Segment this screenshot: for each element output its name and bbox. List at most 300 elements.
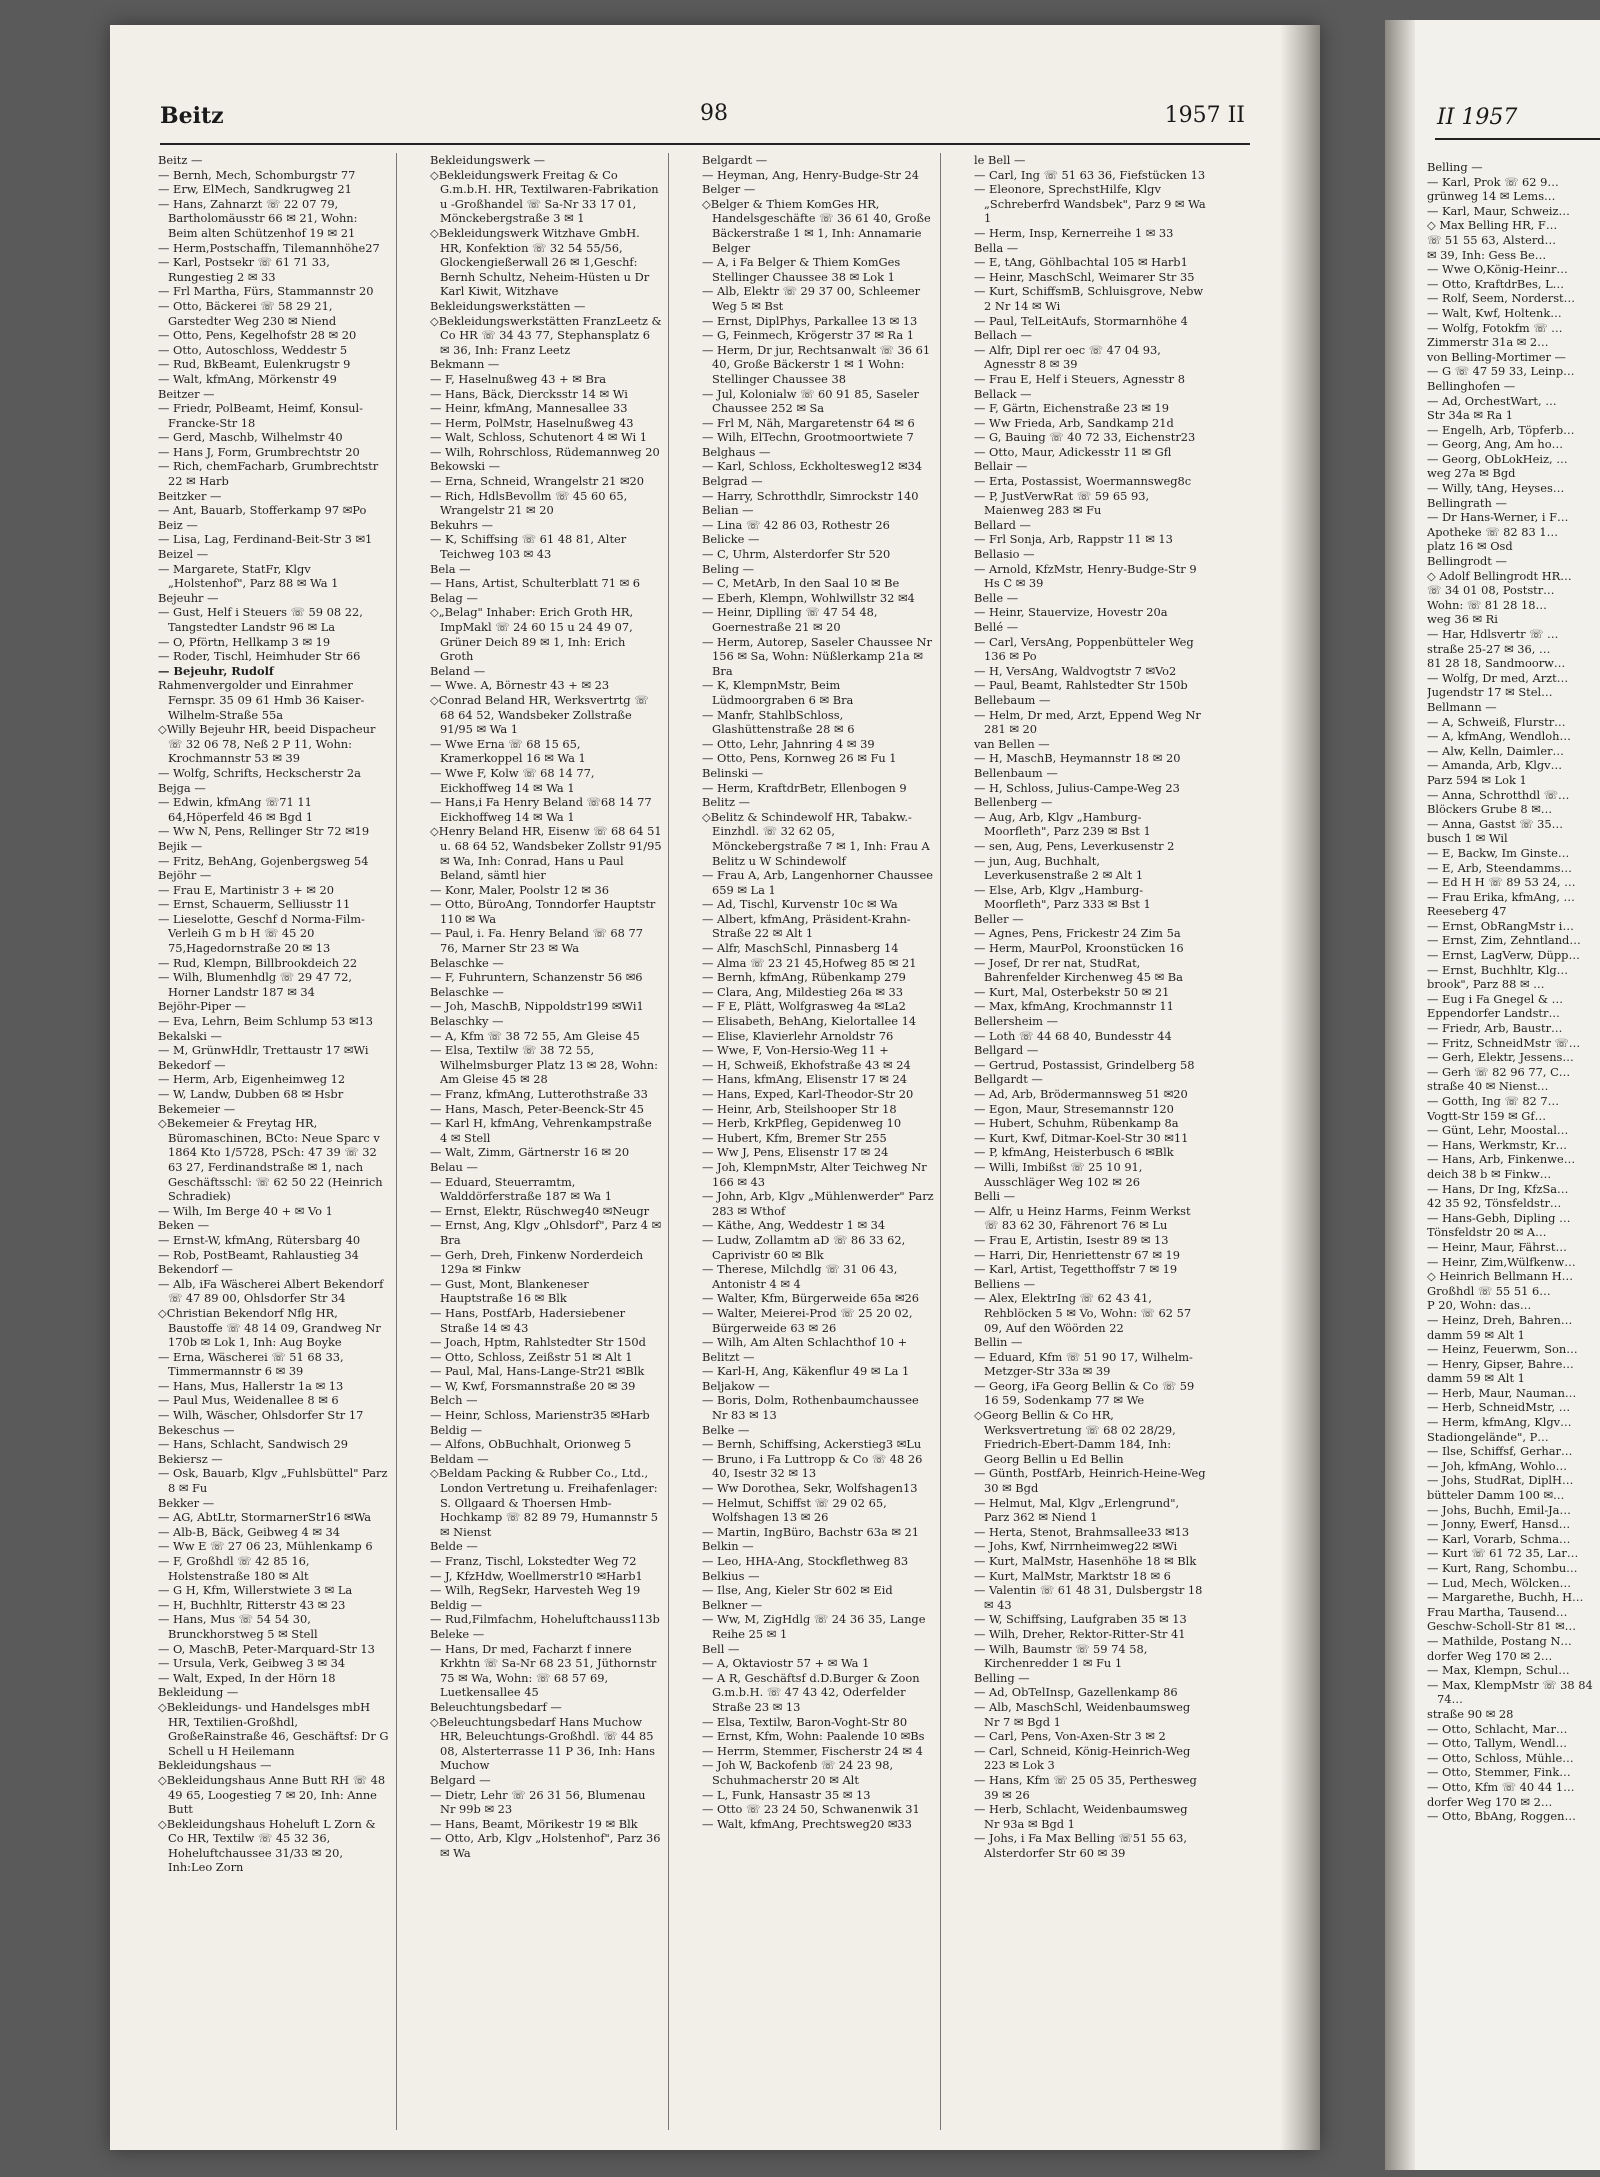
next-page-entry: — Otto, Stemmer, Fink…: [1427, 1765, 1571, 1780]
next-page-entry: Frau Martha, Tausend…: [1427, 1604, 1568, 1619]
directory-entry: — Carl, Pens, Von-Axen-Str 3 ✉ 2: [974, 1729, 1166, 1744]
next-page-entry: — Heinz, Dreh, Bahren…: [1427, 1312, 1573, 1327]
next-page-entry: — Willy, tAng, Heyses…: [1427, 481, 1565, 496]
directory-entry: — E, tAng, Göhlbachtal 105 ✉ Harb1: [974, 255, 1188, 270]
next-page-entry: straße 90 ✉ 28: [1427, 1706, 1514, 1721]
next-page-entry: Geschw-Scholl-Str 81 ✉…: [1427, 1619, 1577, 1634]
directory-entry: — Alma ☏ 23 21 45,Hofweg 85 ✉ 21: [702, 955, 917, 970]
directory-entry: — Ludw, Zollamtm aD ☏ 86 33 62, Caprivistr 60 ✉ Blk: [702, 1232, 906, 1262]
directory-entry: — J, KfzHdw, Woellmerstr10 ✉Harb1: [430, 1568, 643, 1583]
directory-entry: Beitzer —: [158, 386, 215, 401]
next-page-entry: busch 1 ✉ Wil: [1427, 831, 1508, 846]
directory-entry: — F, Fuhruntern, Schanzenstr 56 ✉6: [430, 970, 643, 985]
directory-entry: — Dietr, Lehr ☏ 26 31 56, Blumenau Nr 99b ✉ 23: [430, 1787, 646, 1817]
column-2: [430, 153, 669, 2130]
directory-entry: — Leo, HHA-Ang, Stockflethweg 83: [702, 1554, 909, 1568]
next-page-entry: Wohn: ☏ 81 28 18…: [1427, 597, 1547, 612]
directory-entry: Belghaus —: [702, 444, 771, 459]
directory-entry: — Bernh, Mech, Schomburgstr 77: [158, 167, 356, 182]
directory-entry: Beljakow —: [702, 1378, 770, 1393]
directory-entry: — Franz, kfmAng, Lutterothstraße 33: [430, 1087, 648, 1101]
directory-entry: — Georg, iFa Georg Bellin & Co ☏ 59 16 59, Sodenkamp 77 ✉ We: [974, 1378, 1195, 1408]
directory-entry: — Wilh, ElTechn, Grootmoortwiete 7: [702, 430, 914, 445]
directory-entry: — Walt, kfmAng, Prechtsweg20 ✉33: [702, 1816, 912, 1831]
next-page-entry: Jugendstr 17 ✉ Stel…: [1427, 685, 1553, 700]
directory-entry: — Ww Frieda, Arb, Sandkamp 21d: [974, 415, 1174, 430]
directory-entry: — Hans J, Form, Grumbrechtstr 20: [158, 444, 360, 459]
directory-entry: — Willi, Imbißst ☏ 25 10 91, Ausschläger Weg 102 ✉ 26: [974, 1159, 1143, 1189]
directory-entry: — Rud, BkBeamt, Eulenkrugstr 9: [158, 357, 351, 372]
directory-entry: — Friedr, PolBeamt, Heimf, Konsul-Francke-Str 18: [158, 401, 363, 430]
directory-entry: — Ursula, Verk, Geibweg 3 ✉ 34: [158, 1656, 346, 1671]
directory-entry: ◇ Bekleidungs- und Handelsges mbH HR, Textilien-Großhdl, GroßeRainstraße 46, Geschäftsf: Dr G Schell u H Heilemann: [158, 1700, 390, 1758]
directory-entry: Bekleidung —: [158, 1685, 239, 1700]
directory-entry: — Ww J, Pens, Elisenstr 17 ✉ 24: [702, 1145, 889, 1160]
next-page-entry: Bellingrath —: [1427, 495, 1507, 510]
next-page-entry: ◇ Heinrich Bellmann H…: [1427, 1269, 1574, 1284]
directory-entry: — Arnold, KfzMstr, Henry-Budge-Str 9 Hs C ✉ 39: [974, 561, 1197, 591]
directory-entry: — K, KlempnMstr, Beim Lüdmoorgraben 6 ✉ Bra: [702, 678, 854, 707]
directory-entry: — Carl, VersAng, Poppenbütteler Weg 136 ✉ Po: [974, 634, 1194, 664]
directory-entry: — F, Gärtn, Eichenstraße 23 ✉ 19: [974, 401, 1170, 416]
directory-entry: — A R, Geschäftsf d.D.Burger & Zoon G.m.b.H. ☏ 47 43 42, Oderfelder Straße 23 ✉ 13: [702, 1670, 920, 1714]
directory-entry: — Fritz, BehAng, Gojenbergsweg 54: [158, 853, 369, 868]
directory-entry: Belag —: [430, 590, 478, 605]
directory-entry: Belau —: [430, 1159, 478, 1174]
directory-entry: — L, Funk, Hansastr 35 ✉ 13: [702, 1787, 871, 1802]
directory-entry: — Kurt, MalMstr, Hasenhöhe 18 ✉ Blk: [974, 1554, 1197, 1568]
directory-entry: Bellé —: [974, 620, 1019, 634]
next-page-entry: — Heinr, Maur, Fährst…: [1427, 1239, 1567, 1254]
next-page-entry: 42 35 92, Tönsfeldstr…: [1427, 1196, 1562, 1211]
directory-entry: — H, Schweiß, Ekhofstraße 43 ✉ 24: [702, 1057, 911, 1072]
next-page-entry: — Margarethe, Buchh, H…: [1427, 1590, 1584, 1605]
directory-entry: Bellach —: [974, 328, 1032, 343]
directory-entry: Bellebaum —: [974, 692, 1051, 707]
directory-entry: ◇ Beldam Packing & Rubber Co., Ltd., London Vertretung u. Freihafenlager: S. Ollgaard & Thoersen Hmb-Hochkamp ☏ 82 89 79, Humannstr 5 ✉ Nienst: [430, 1466, 662, 1539]
directory-entry: Bellack —: [974, 386, 1032, 401]
directory-entry: — Frau E, Helf i Steuers, Agnesstr 8: [974, 371, 1185, 386]
next-page-entry: — Friedr, Arb, Baustr…: [1427, 1021, 1563, 1036]
directory-entry: — Wolfg, Schrifts, Heckscherstr 2a: [158, 765, 361, 780]
directory-entry: Bell —: [702, 1641, 740, 1656]
next-page-entry: bütteler Damm 100 ✉…: [1427, 1488, 1565, 1503]
next-page-entry: — Ernst, ObRangMstr i…: [1427, 918, 1574, 933]
directory-entry: — Alex, ElektrIng ☏ 62 43 41, Rehblöcken 5 ✉ Vo, Wohn: ☏ 62 57 09, Auf den Wöörden 22: [974, 1291, 1192, 1335]
next-page-entry: — Georg, ObLokHeiz, …: [1427, 451, 1568, 466]
directory-entry: — Ernst, Ang, Klgv „Ohlsdorf", Parz 4 ✉ Bra: [430, 1218, 662, 1247]
directory-entry: — Bruno, i Fa Luttropp & Co ☏ 48 26 40, Isestr 32 ✉ 13: [702, 1451, 923, 1481]
directory-entry: — Paul, Beamt, Rahlstedter Str 150b: [974, 678, 1188, 693]
directory-entry: — Otto, Lehr, Jahnring 4 ✉ 39: [702, 736, 875, 751]
next-page-entry: — Henry, Gipser, Bahre…: [1427, 1356, 1574, 1371]
directory-entry: — Hans, Kfm ☏ 25 05 35, Perthesweg 39 ✉ 26: [974, 1772, 1197, 1802]
directory-entry: — Ernst, Elektr, Rüschweg40 ✉Neugr: [430, 1203, 650, 1218]
next-page-rule: [1435, 138, 1600, 140]
directory-entry: Beitz —: [158, 153, 203, 167]
next-page-entry: — Lud, Mech, Wölcken…: [1427, 1575, 1571, 1590]
directory-entry: — Paul, TelLeitAufs, Stormarnhöhe 4: [974, 313, 1188, 328]
directory-entry: Belicke —: [702, 532, 760, 547]
directory-entry: — Eva, Lehrn, Beim Schlump 53 ✉13: [158, 1014, 373, 1029]
next-page-entry: — Otto, BbAng, Roggen…: [1427, 1809, 1576, 1824]
directory-entry: — Hans, PostfArb, Hadersiebener Straße 14 ✉ 43: [430, 1305, 626, 1335]
directory-entry: Belaschke —: [430, 984, 504, 999]
directory-entry: Belgardt —: [702, 153, 768, 167]
directory-entry: — A, Oktaviostr 57 + ✉ Wa 1: [702, 1656, 870, 1671]
directory-entry: Bellgard —: [974, 1043, 1039, 1058]
directory-entry: — Herm, MaurPol, Kroonstücken 16: [974, 941, 1184, 956]
next-page-entry: P 20, Wohn: das…: [1427, 1298, 1532, 1313]
directory-entry: — Walt, Zimm, Gärtnerstr 16 ✉ 20: [430, 1145, 630, 1160]
directory-entry: — Eduard, Steuerramtm, Walddörferstraße 187 ✉ Wa 1: [430, 1174, 612, 1204]
directory-entry: — Eduard, Kfm ☏ 51 90 17, Wilhelm-Metzger-Str 33a ✉ 39: [974, 1349, 1193, 1379]
directory-entry: Belli —: [974, 1189, 1016, 1204]
directory-entry: Bekalski —: [158, 1028, 222, 1043]
directory-entry: ◇ Bekleidungshaus Hoheluft L Zorn & Co HR, Textilw ☏ 45 32 36, Hoheluftchaussee 31/33 ✉ 20, Inh:Leo Zorn: [158, 1817, 390, 1875]
directory-entry: — Frau E, Martinistr 3 + ✉ 20: [158, 882, 334, 897]
page-number: 98: [700, 101, 728, 126]
next-page-entry: ✉ 39, Inh: Gess Be…: [1427, 247, 1547, 262]
directory-entry: — Valentin ☏ 61 48 31, Dulsbergstr 18 ✉ 43: [974, 1583, 1203, 1612]
directory-entry: — Roder, Tischl, Heimhuder Str 66: [158, 649, 361, 664]
next-page-entry: — A, Schweiß, Flurstr…: [1427, 714, 1566, 729]
directory-entry: Bejeuhr —: [158, 590, 219, 605]
next-page-entry: 81 28 18, Sandmoorw…: [1427, 656, 1566, 671]
directory-entry: — Harry, Schrotthdlr, Simrockstr 140: [702, 488, 919, 503]
next-page-entry: ◇ Adolf Bellingrodt HR…: [1427, 568, 1572, 583]
next-page-entry: — Karl, Vorarb, Schma…: [1427, 1531, 1571, 1546]
directory-entry: — Ant, Bauarb, Stofferkamp 97 ✉Po: [158, 503, 367, 518]
next-page-entry: — Otto, Kfm ☏ 40 44 1…: [1427, 1779, 1575, 1794]
next-page-entry: — Otto, Tallym, Wendl…: [1427, 1736, 1568, 1751]
directory-entry: Bejöhr —: [158, 868, 212, 883]
directory-entry: — Jul, Kolonialw ☏ 60 91 85, Saseler Chaussee 252 ✉ Sa: [702, 386, 919, 416]
next-page-entry: platz 16 ✉ Osd: [1427, 539, 1513, 554]
directory-entry: — Boris, Dolm, Rothenbaumchaussee Nr 83 ✉ 13: [702, 1393, 919, 1423]
directory-entry: — Bernh, kfmAng, Rübenkamp 279: [702, 970, 906, 985]
directory-entry: — Herm, Dr jur, Rechtsanwalt ☏ 36 61 40, Große Bäckerstr 1 ✉ 1 Wohn: Stellinger Chaussee 38: [702, 342, 931, 386]
next-page-entry: damm 59 ✉ Alt 1: [1427, 1327, 1525, 1342]
directory-entry: — Wwe F, Kolw ☏ 68 14 77, Eickhoffweg 14 ✉ Wa 1: [430, 765, 595, 795]
next-page-entry: — Herb, Maur, Nauman…: [1427, 1385, 1577, 1400]
directory-entry: — C, Uhrm, Alsterdorfer Str 520: [702, 547, 891, 562]
directory-entry: Bellard —: [974, 517, 1031, 532]
directory-entry: — Walter, Kfm, Bürgerweide 65a ✉26: [702, 1291, 920, 1306]
directory-entry: — Helmut, Schiffst ☏ 29 02 65, Wolfshagen 13 ✉ 26: [702, 1495, 887, 1525]
directory-entry: — M, GrünwHdlr, Trettaustr 17 ✉Wi: [158, 1043, 369, 1058]
directory-entry: Beldig —: [430, 1597, 482, 1612]
directory-entry: Bekuhrs —: [430, 517, 493, 532]
directory-entry: — Hans, Masch, Peter-Beenck-Str 45: [430, 1101, 644, 1116]
directory-entry: — Otto, Pens, Kegelhofstr 28 ✉ 20: [158, 328, 357, 343]
directory-entry: — G H, Kfm, Willerstwiete 3 ✉ La: [158, 1583, 353, 1598]
next-page-entry: — Gerh ☏ 82 96 77, C…: [1427, 1064, 1571, 1079]
directory-entry: — Hubert, Schuhm, Rübenkamp 8a: [974, 1116, 1179, 1131]
directory-entry: — Osk, Bauarb, Klgv „Fuhlsbüttel" Parz 8 ✉ Fu: [158, 1466, 388, 1496]
next-page-entry: ☏ 34 01 08, Poststr…: [1427, 583, 1555, 598]
directory-entry: — Otto, Autoschloss, Weddestr 5: [158, 342, 348, 357]
directory-entry: — Gerd, Maschb, Wilhelmstr 40: [158, 430, 343, 445]
directory-entry: — Ernst, Kfm, Wohn: Paalende 10 ✉Bs: [702, 1729, 925, 1744]
directory-entry: — P, kfmAng, Heisterbusch 6 ✉Blk: [974, 1145, 1174, 1160]
directory-entry: Bekleidungswerk —: [430, 153, 545, 167]
directory-entry: Belde —: [430, 1539, 478, 1554]
directory-entry: — Hans,i Fa Henry Beland ☏68 14 77 Eickhoffweg 14 ✉ Wa 1: [430, 795, 652, 824]
directory-entry: — Herb, KrkPfleg, Gepidenweg 10: [702, 1116, 902, 1131]
directory-entry: ◇ Bekleidungswerk Freitag & Co G.m.b.H. HR, Textilwaren-Fabrikation u -Großhandel ☏ Sa-Nr 33 17 01, Mönckebergstraße 3 ✉ 1: [430, 168, 662, 226]
directory-entry: — W, Schiffsing, Laufgraben 35 ✉ 13: [974, 1612, 1187, 1627]
next-page-entry: — Kurt, Rang, Schombu…: [1427, 1561, 1578, 1575]
next-page-entry: Belling —: [1427, 160, 1483, 174]
next-page-entry: — Herb, SchneidMstr, …: [1427, 1400, 1571, 1415]
directory-entry: — Ilse, Ang, Kieler Str 602 ✉ Eid: [702, 1583, 893, 1598]
next-page-entry: — A, kfmAng, Wendloh…: [1427, 729, 1571, 744]
directory-entry: Beleke —: [430, 1626, 485, 1641]
next-page-entry: deich 38 b ✉ Finkw…: [1427, 1166, 1552, 1181]
page-header: [110, 103, 1320, 143]
directory-entry: — John, Arb, Klgv „Mühlenwerder" Parz 283 ✉ Wthof: [702, 1189, 934, 1218]
directory-entry: — Alfr, u Heinz Harms, Feinm Werkst ☏ 83 62 30, Fährenort 76 ✉ Lu: [974, 1203, 1191, 1233]
header-year: 1957 II: [1164, 103, 1245, 128]
directory-entry: — Rob, PostBeamt, Rahlaustieg 34: [158, 1247, 359, 1262]
directory-entry: — Else, Arb, Klgv „Hamburg-Moorfleth", Parz 333 ✉ Bst 1: [974, 882, 1151, 912]
directory-entry: — Karl H, kfmAng, Vehrenkampstraße 4 ✉ Stell: [430, 1116, 652, 1145]
directory-entry: — F, Haselnußweg 43 + ✉ Bra: [430, 371, 607, 386]
directory-entry: — Carl, Ing ☏ 51 63 36, Fiefstücken 13: [974, 167, 1206, 182]
directory-entry: — Günth, PostfArb, Heinrich-Heine-Weg 30 ✉ Bgd: [974, 1466, 1206, 1496]
directory-entry: — Walter, Meierei-Prod ☏ 25 20 02, Bürgerweide 63 ✉ 26: [702, 1305, 913, 1335]
directory-entry: Belkin —: [702, 1539, 754, 1554]
next-page-entry: — Max, Klempn, Schul…: [1427, 1663, 1570, 1678]
next-page-entry: Bellmann —: [1427, 699, 1497, 714]
directory-entry: — Wilh, Wäscher, Ohlsdorfer Str 17: [158, 1408, 364, 1423]
next-page-entry: — Ernst, LagVerw, Düpp…: [1427, 948, 1580, 963]
next-page-entry: — Fritz, SchneidMstr ☏…: [1427, 1035, 1581, 1050]
directory-page: [110, 25, 1320, 2150]
directory-entry: — C, MetArb, In den Saal 10 ✉ Be: [702, 576, 900, 591]
directory-entry: — Heinr, Stauervize, Hovestr 20a: [974, 605, 1168, 620]
directory-entry: ◇ Belger & Thiem KomGes HR, Handelsgeschäfte ☏ 36 61 40, Große Bäckerstraße 1 ✉ 1, Inh: Annamarie Belger: [702, 197, 934, 255]
directory-entry: — Agnes, Pens, Frickestr 24 Zim 5a: [974, 926, 1181, 941]
next-page-entry: — Gotth, Ing ☏ 82 7…: [1427, 1094, 1560, 1108]
directory-entry: Bellgardt —: [974, 1072, 1043, 1087]
directory-entry: — Ad, Tischl, Kurvenstr 10c ✉ Wa: [702, 897, 898, 912]
next-page-entry: — Kurt ☏ 61 72 35, Lar…: [1427, 1546, 1579, 1561]
directory-entry: — Kurt, MalMstr, Marktstr 18 ✉ 6: [974, 1568, 1171, 1583]
directory-entry: Bella —: [974, 240, 1019, 255]
next-page-entry: — Wolfg, Dr med, Arzt…: [1427, 670, 1569, 685]
directory-entry: Belitzt —: [702, 1349, 755, 1364]
directory-entry: Rahmenvergolder und Einrahmer Fernspr. 35 09 61 Hmb 36 Kaiser-Wilhelm-Straße 55a: [158, 678, 365, 722]
column-3: [702, 153, 941, 2130]
next-page-entry: — Hans, Dr Ing, KfzSa…: [1427, 1181, 1569, 1196]
directory-entry: — Ad, ObTelInsp, Gazellenkamp 86: [974, 1685, 1178, 1700]
directory-entry: Bekleidungshaus —: [158, 1758, 272, 1773]
directory-entry: ◇ Bekleidungswerk Witzhave GmbH. HR, Konfektion ☏ 32 54 55/56, Glockengießerwall 26 ✉ 1,Geschf: Bernh Schultz, Neheim-Hüsten u Dr Karl Kiwit, Witzhave: [430, 226, 662, 299]
directory-entry: Bejga —: [158, 780, 206, 795]
directory-entry: — Hans, Bäck, Diercksstr 14 ✉ Wi: [430, 386, 628, 401]
directory-entry: Bela —: [430, 561, 471, 576]
directory-entry: Belitz —: [702, 795, 750, 810]
next-page-entry: — G ☏ 47 59 33, Leinp…: [1427, 364, 1575, 379]
directory-entry: — Manfr, StahlbSchloss, Glashüttenstraße 28 ✉ 6: [702, 707, 855, 737]
directory-entry: — K, Schiffsing ☏ 61 48 81, Alter Teichweg 103 ✉ 43: [430, 532, 627, 562]
next-page-entry: weg 36 ✉ Ri: [1427, 612, 1498, 627]
directory-entry: — H, Buchhltr, Ritterstr 43 ✉ 23: [158, 1597, 346, 1612]
directory-entry: — Hans, Zahnarzt ☏ 22 07 79, Bartholomäusstr 66 ✉ 21, Wohn: Beim alten Schützenhof 19 ✉ 21: [158, 196, 358, 240]
directory-entry: ◇ Christian Bekendorf Nflg HR, Baustoffe ☏ 48 14 09, Grandweg Nr 170b ✉ Lok 1, Inh: Aug Boyke: [158, 1306, 390, 1350]
directory-entry: — F, Großhdl ☏ 42 85 16, Holstenstraße 180 ✉ Alt: [158, 1554, 310, 1583]
directory-entry: — Elisabeth, BehAng, Kielortallee 14: [702, 1014, 917, 1029]
next-page-entry: — Ernst, Zim, Zehntland…: [1427, 933, 1581, 948]
directory-entry: — Heinr, kfmAng, Mannesallee 33: [430, 401, 628, 416]
directory-entry: ◇ Willy Bejeuhr HR, beeid Dispacheur ☏ 32 06 78, Neß 2 P 11, Wohn: Krochmannstr 53 ✉ 39: [158, 722, 390, 766]
directory-entry: — Heinr, MaschSchl, Weimarer Str 35: [974, 269, 1195, 284]
directory-entry: — Hans, Artist, Schulterblatt 71 ✉ 6: [430, 576, 641, 591]
next-page-entry: — Engelh, Arb, Töpferb…: [1427, 422, 1575, 437]
directory-entry: — Bejeuhr, Rudolf: [158, 663, 274, 678]
next-page-entry: — Har, Hdlsvertr ☏ …: [1427, 627, 1559, 641]
directory-entry: — Frl Sonja, Arb, Rappstr 11 ✉ 13: [974, 532, 1173, 547]
directory-entry: — Walt, Schloss, Schutenort 4 ✉ Wi 1: [430, 430, 647, 445]
next-page-entry: — Karl, Prok ☏ 62 9…: [1427, 174, 1559, 189]
next-page-entry: — Georg, Ang, Am ho…: [1427, 437, 1564, 452]
directory-entry: — Eberh, Klempn, Wohlwillstr 32 ✉4: [702, 590, 915, 605]
directory-entry: — Eleonore, SprechstHilfe, Klgv „Schreberfrd Wandsbek", Parz 9 ✉ Wa 1: [974, 182, 1206, 226]
directory-entry: — Frl M, Näh, Margaretenstr 64 ✉ 6: [702, 415, 915, 430]
directory-entry: — Johs, i Fa Max Belling ☏51 55 63, Alsterdorfer Str 60 ✉ 39: [974, 1831, 1188, 1860]
directory-entry: — Ernst, DiplPhys, Parkallee 13 ✉ 13: [702, 313, 918, 328]
header-rule: [160, 143, 1250, 145]
next-page-entry: — Ed H H ☏ 89 53 24, …: [1427, 875, 1576, 890]
directory-entry: — Herrm, Stemmer, Fischerstr 24 ✉ 4: [702, 1743, 923, 1758]
directory-entry: — Kurt, SchiffsmB, Schluisgrove, Nebw 2 Nr 14 ✉ Wi: [974, 284, 1204, 313]
directory-entry: ◇ Bekleidungshaus Anne Butt RH ☏ 48 49 65, Loogestieg 7 ✉ 20, Inh: Anne Butt: [158, 1773, 390, 1817]
directory-entry: — Walt, Exped, In der Hörn 18: [158, 1670, 336, 1685]
directory-entry: — Wwe Erna ☏ 68 15 65, Kramerkoppel 16 ✉ Wa 1: [430, 736, 586, 766]
directory-entry: Belian —: [702, 503, 754, 518]
directory-entry: — Franz, Tischl, Lokstedter Weg 72: [430, 1554, 637, 1568]
next-page-entry: — Otto, KraftdrBes, L…: [1427, 276, 1565, 291]
next-page-entry: — Eug i Fa Gnegel & …: [1427, 991, 1564, 1006]
directory-entry: — Wwe, F, Von-Hersio-Weg 11 +: [702, 1043, 889, 1058]
directory-entry: Bejöhr-Piper —: [158, 999, 246, 1014]
next-page-entry: — Amanda, Arb, Klgv…: [1427, 758, 1562, 773]
directory-entry: Bekowski —: [430, 459, 501, 474]
directory-entry: — Hans, Beamt, Mörikestr 19 ✉ Blk: [430, 1816, 638, 1831]
directory-entry: Bekedorf —: [158, 1057, 226, 1072]
directory-entry: — Konr, Maler, Poolstr 12 ✉ 36: [430, 882, 609, 897]
next-page-entry: — Herm, kfmAng, Klgv…: [1427, 1415, 1572, 1430]
directory-entry: — W, Landw, Dubben 68 ✉ Hsbr: [158, 1087, 344, 1101]
directory-entry: Belch —: [430, 1393, 478, 1408]
next-page-edge: [1385, 20, 1600, 2170]
directory-entry: — Alb, Elektr ☏ 29 37 00, Schleemer Weg 5 ✉ Bst: [702, 284, 921, 313]
directory-entry: — Otto, Bäckerei ☏ 58 29 21, Garstedter Weg 230 ✉ Niend: [158, 298, 337, 328]
directory-entry: — Karl-H, Ang, Käkenflur 49 ✉ La 1: [702, 1364, 910, 1379]
directory-entry: Bejik —: [158, 838, 203, 853]
directory-entry: — O, MaschB, Peter-Marquard-Str 13: [158, 1641, 375, 1656]
directory-entry: — Wilh, Blumenhdlg ☏ 29 47 72, Horner Landstr 187 ✉ 34: [158, 970, 353, 999]
directory-entry: — P, JustVerwRat ☏ 59 65 93, Maienweg 283 ✉ Fu: [974, 488, 1150, 518]
directory-entry: — Johs, Kwf, Nirrnheimweg22 ✉Wi: [974, 1539, 1178, 1554]
directory-entry: — Aug, Arb, Klgv „Hamburg-Moorfleth", Parz 239 ✉ Bst 1: [974, 809, 1151, 839]
directory-entry: — Herm, Autorep, Saseler Chaussee Nr 156 ✉ Sa, Wohn: Nüßlerkamp 21a ✉ Bra: [702, 634, 932, 678]
next-page-entry: Vogtt-Str 159 ✉ Gf…: [1427, 1108, 1547, 1123]
next-page-entry: Str 34a ✉ Ra 1: [1427, 408, 1514, 423]
directory-entry: Beldig —: [430, 1422, 482, 1437]
directory-entry: — Albert, kfmAng, Präsident-Krahn-Straße 22 ✉ Alt 1: [702, 911, 911, 941]
directory-entry: Belger —: [702, 182, 756, 197]
directory-entry: Bellin —: [974, 1335, 1023, 1350]
next-page-entry: — Otto, Schlacht, Mar…: [1427, 1721, 1568, 1736]
next-page-entry: — Otto, Schloss, Mühle…: [1427, 1750, 1574, 1765]
directory-entry: — Alb, iFa Wäscherei Albert Bekendorf ☏ 47 89 00, Ohlsdorfer Str 34: [158, 1276, 384, 1306]
directory-entry: — Kurt, Mal, Osterbekstr 50 ✉ 21: [974, 984, 1170, 999]
next-page-entry: — Günt, Lehr, Moostal…: [1427, 1123, 1569, 1138]
next-page-entry: ◇ Max Belling HR, F…: [1427, 218, 1558, 233]
directory-entry: Bellersheim —: [974, 1014, 1058, 1029]
directory-entry: — Karl, Schloss, Eckholtesweg12 ✉34: [702, 459, 923, 474]
directory-entry: — Hans, Schlacht, Sandwisch 29: [158, 1437, 348, 1452]
directory-entry: Bekendorf —: [158, 1262, 233, 1277]
directory-entry: — Paul Mus, Weidenallee 8 ✉ 6: [158, 1393, 339, 1408]
directory-entry: — Rud,Filmfachm, Hoheluftchauss113b: [430, 1612, 660, 1627]
directory-entry: — Bernh, Schiffsing, Ackerstieg3 ✉Lu: [702, 1437, 922, 1452]
directory-entry: — Martin, IngBüro, Bachstr 63a ✉ 21: [702, 1524, 920, 1539]
directory-entry: Bekleidungswerkstätten —: [430, 298, 586, 313]
directory-entry: — Rich, chemFacharb, Grumbrechtstr 22 ✉ Harb: [158, 459, 379, 489]
directory-entry: — Erna, Wäscherei ☏ 51 68 33, Timmermannstr 6 ✉ 39: [158, 1349, 344, 1379]
directory-entry: — Ad, Arb, Brödermannsweg 51 ✉20: [974, 1087, 1188, 1101]
directory-entry: — Hans, Mus ☏ 54 54 30, Brunckhorstweg 5 ✉ Stell: [158, 1612, 318, 1641]
directory-entry: — Hans, Mus, Hallerstr 1a ✉ 13: [158, 1378, 344, 1393]
directory-entry: Bekiersz —: [158, 1451, 223, 1466]
directory-entry: — H, MaschB, Heymannstr 18 ✉ 20: [974, 751, 1181, 766]
directory-entry: Beken —: [158, 1218, 210, 1233]
next-page-entry: — Anna, Gastst ☏ 35…: [1427, 816, 1564, 831]
directory-entry: — Wilh, Im Berge 40 + ✉ Vo 1: [158, 1203, 333, 1218]
next-page-entry: — Heinr, Zim,Wülfkenw…: [1427, 1254, 1576, 1269]
next-page-entry: dorfer Weg 170 ✉ 2…: [1427, 1648, 1553, 1663]
next-page-entry: Großhdl ☏ 55 51 6…: [1427, 1283, 1551, 1298]
next-page-entry: Zimmerstr 31a ✉ 2…: [1427, 335, 1549, 350]
directory-entry: — Loth ☏ 44 68 40, Bundesstr 44: [974, 1028, 1172, 1043]
directory-entry: Beizel —: [158, 547, 209, 562]
directory-entry: — Ww N, Pens, Rellinger Str 72 ✉19: [158, 824, 370, 839]
directory-entry: ◇ Bekemeier & Freytag HR, Büromaschinen, BCto: Neue Sparc v 1864 Kto 1/5728, PSch: 47 39 ☏ 32 63 27, Ferdinandstraße ✉ 1, nach Geschäftsschl: ☏ 62 50 22 (Heinrich Schradiek): [158, 1116, 390, 1204]
directory-entry: — Wilh, Dreher, Rektor-Ritter-Str 41: [974, 1626, 1186, 1641]
directory-entry: Belinski —: [702, 765, 764, 780]
directory-entry: — sen, Aug, Pens, Leverkusenstr 2: [974, 838, 1175, 853]
next-page-entry: — Ad, OrchestWart, …: [1427, 393, 1557, 408]
next-page-entry: Bellingrodt —: [1427, 554, 1507, 569]
directory-entry: ◇ Beleuchtungsbedarf Hans Muchow HR, Beleuchtungs-Großhdl. ☏ 44 85 08, Alsterterrasse 11 P 36, Inh: Hans Muchow: [430, 1715, 662, 1773]
directory-entry: ◇ Bekleidungswerkstätten FranzLeetz & Co HR ☏ 34 43 77, Stephansplatz 6 ✉ 36, Inh: Franz Leetz: [430, 314, 662, 358]
directory-entry: — W, Kwf, Forsmannstraße 20 ✉ 39: [430, 1378, 636, 1393]
column-4: [974, 153, 1212, 2130]
directory-entry: — Ww E ☏ 27 06 23, Mühlenkamp 6: [158, 1539, 373, 1554]
next-page-entry: — Jonny, Ewerf, Hansd…: [1427, 1517, 1571, 1532]
directory-entry: — Gust, Mont, Blankeneser Hauptstraße 16 ✉ Blk: [430, 1276, 589, 1306]
directory-entry: — jun, Aug, Buchhalt, Leverkusenstraße 2 ✉ Alt 1: [974, 853, 1144, 883]
next-page-entry: — Johs, StudRat, DiplH…: [1427, 1473, 1574, 1488]
next-page-entry: — Hans, Werkmstr, Kr…: [1427, 1137, 1568, 1152]
directory-entry: — Kurt, Kwf, Ditmar-Koel-Str 30 ✉11: [974, 1130, 1189, 1145]
next-page-entry: — Johs, Buchh, Emil-Ja…: [1427, 1502, 1571, 1517]
next-page-entry: von Belling-Mortimer —: [1427, 349, 1566, 364]
